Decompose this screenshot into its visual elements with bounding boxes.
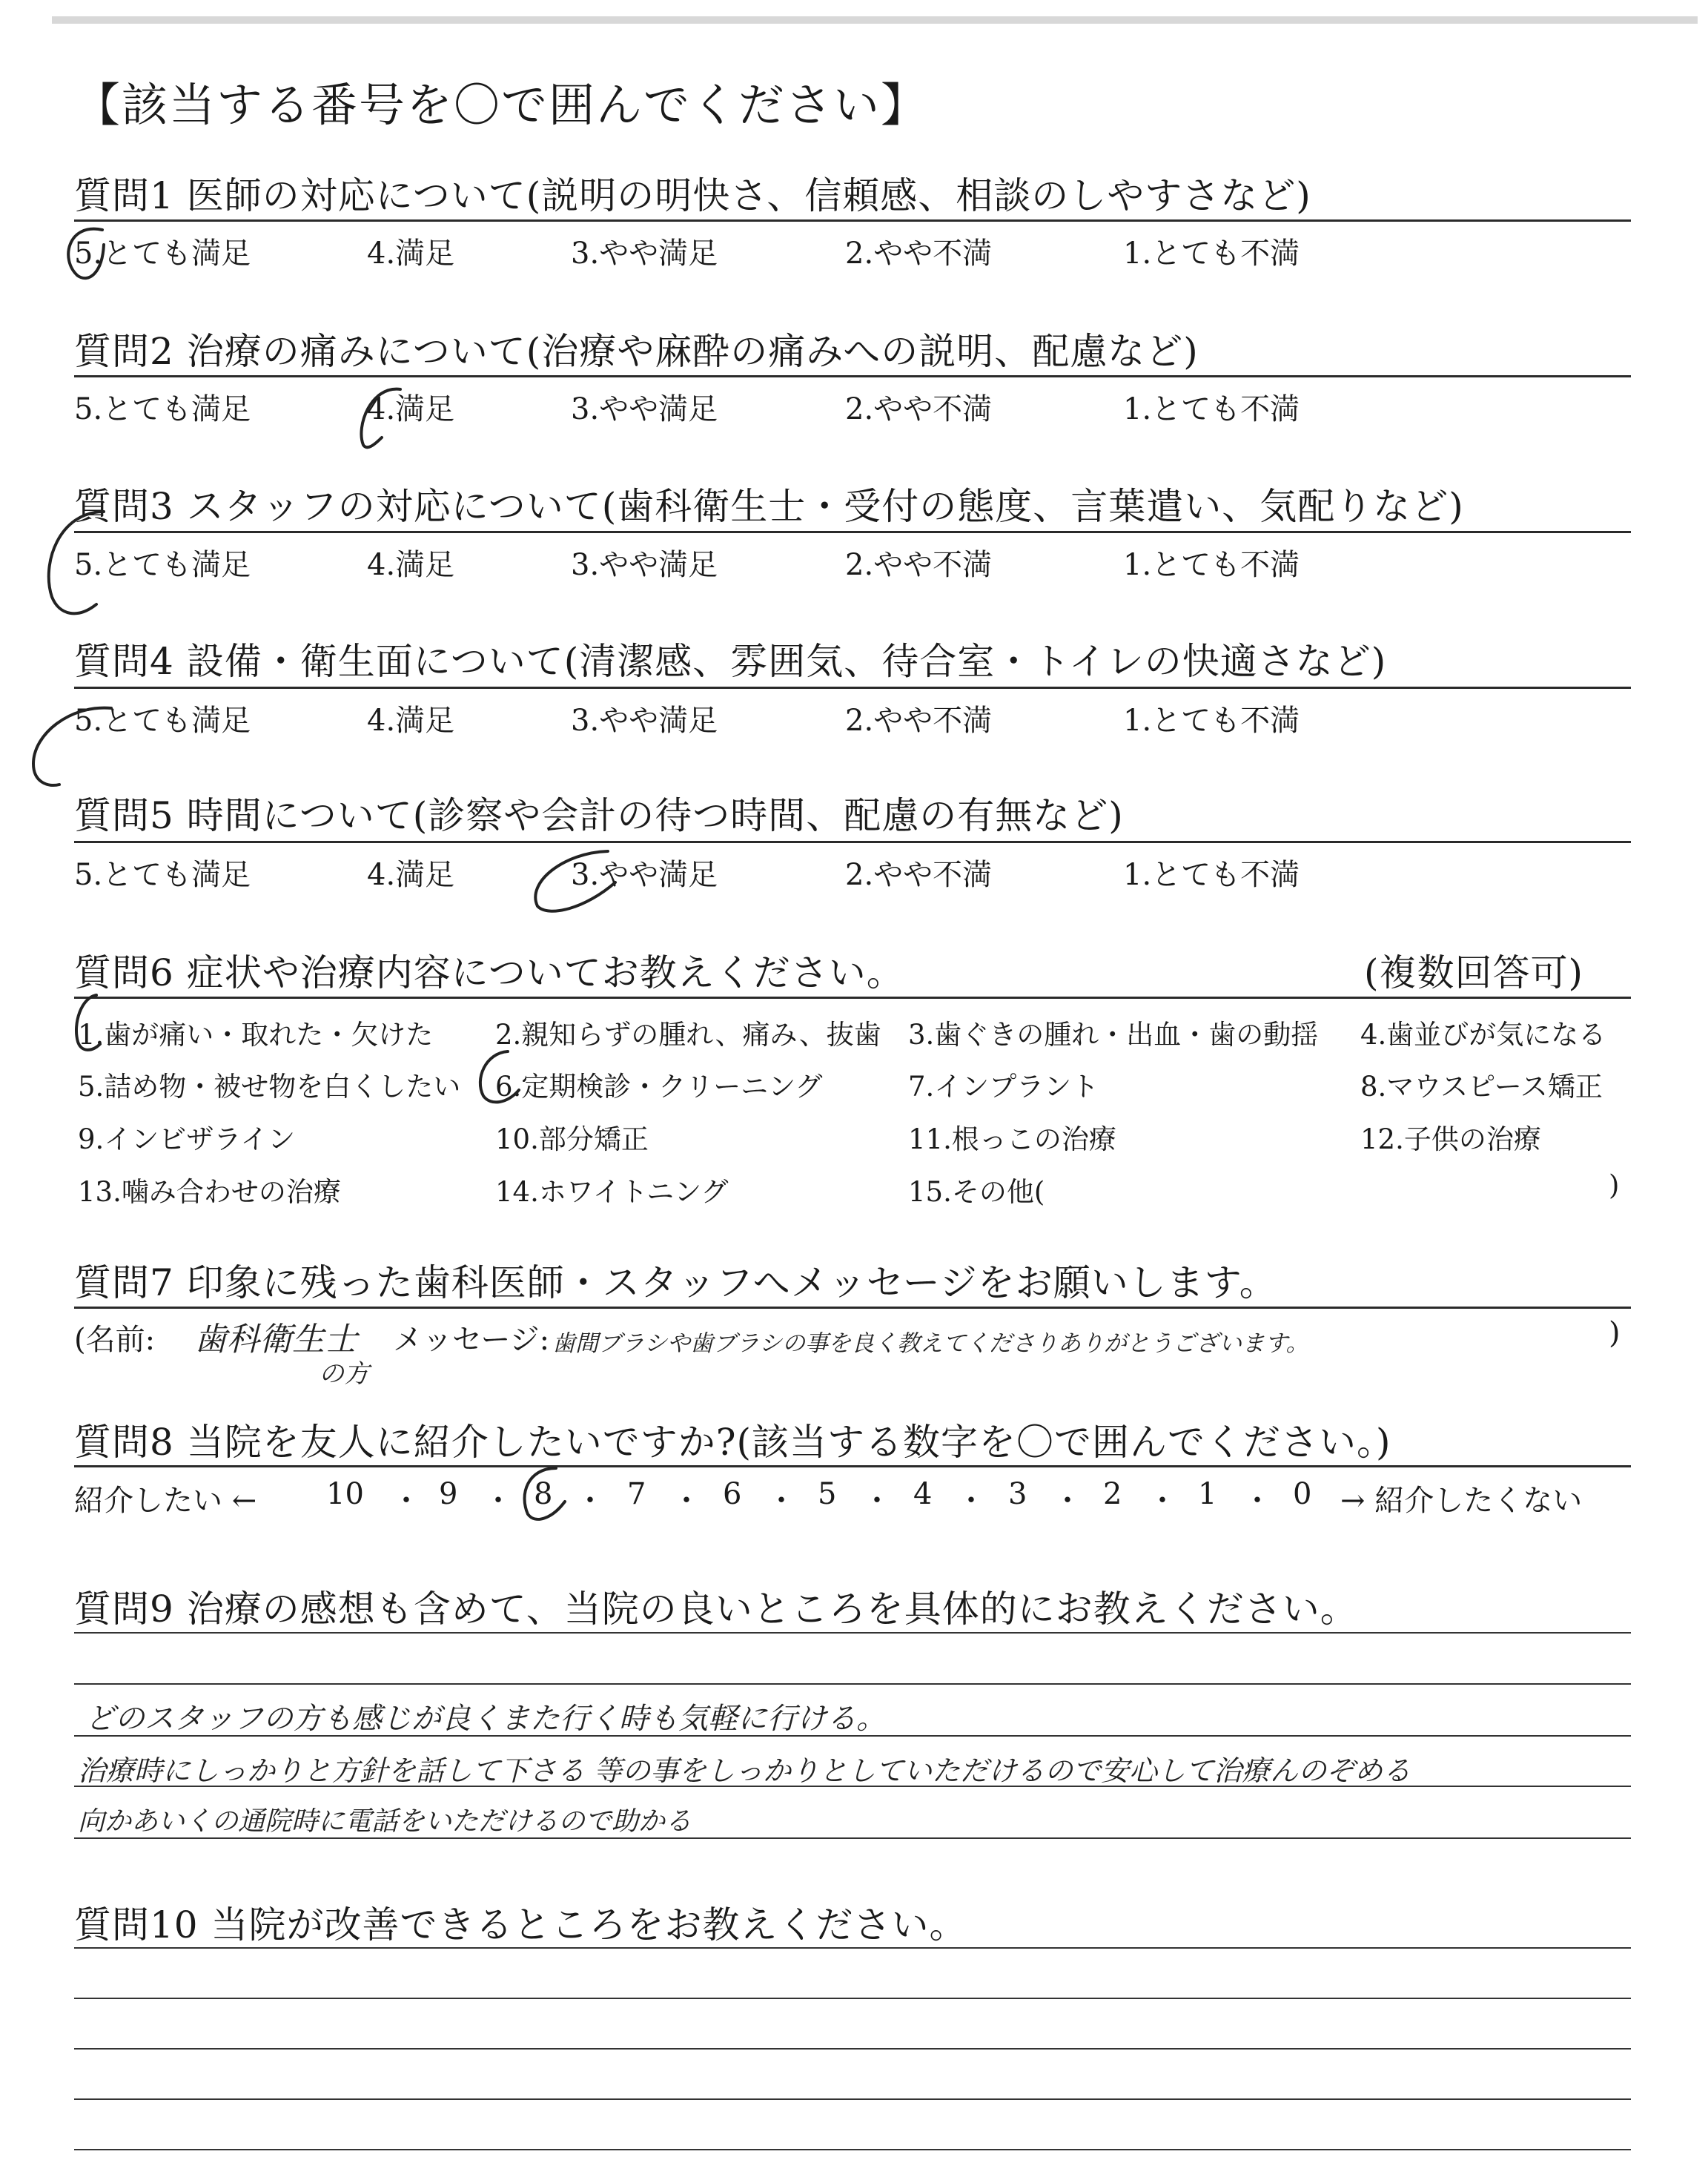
q6-item-9[interactable]: 9.インビザライン (78, 1123, 296, 1155)
q9-answer-line-1[interactable]: どのスタッフの方も感じが良くまた行く時も気軽に行ける。 (85, 1702, 886, 1736)
q10-label: 質問10 当院が改善できるところをお教えください。 (74, 1903, 967, 1946)
q3-circle-mark (49, 512, 104, 613)
q2-option-3[interactable]: 3.やや満足 (571, 392, 718, 426)
q7-label: 質問7 印象に残った歯科医師・スタッフへメッセージをお願いします。 (74, 1261, 1277, 1304)
q6-item-2[interactable]: 2.親知らずの腫れ、痛み、抜歯 (495, 1019, 881, 1051)
q6-item-7[interactable]: 7.インプラント (908, 1071, 1099, 1103)
q5-option-3[interactable]: 3.やや満足 (571, 858, 718, 892)
q9-answer-line-2[interactable]: 治療時にしっかりと方針を話して下さる 等の事をしっかりとしていただけるので安心して治療んのぞめる (78, 1754, 1411, 1787)
q3-option-1[interactable]: 1.とても不満 (1123, 548, 1300, 582)
q8-dot: ・ (862, 1484, 892, 1518)
q1-option-1[interactable]: 1.とても不満 (1123, 237, 1300, 271)
q3-option-2[interactable]: 2.やや不満 (845, 548, 993, 582)
q4-option-1[interactable]: 1.とても不満 (1123, 704, 1300, 738)
q7-name-suffix-handwritten: の方 (319, 1359, 369, 1389)
q5-circle-mark (535, 851, 615, 911)
q6-item-1[interactable]: 1.歯が痛い・取れた・欠けた (78, 1019, 434, 1051)
q6-circle-mark-6 (480, 1051, 519, 1102)
q2-option-1[interactable]: 1.とても不満 (1123, 392, 1300, 426)
q6-item-10[interactable]: 10.部分矯正 (495, 1123, 649, 1155)
q3-label: 質問3 スタッフの対応について(歯科衛生士・受付の態度、言葉遣い、気配りなど) (74, 485, 1464, 528)
q3-option-4[interactable]: 4.満足 (367, 548, 455, 582)
q2-circle-mark (361, 389, 400, 448)
q6-item-14[interactable]: 14.ホワイトニング (495, 1176, 729, 1208)
q1-option-3[interactable]: 3.やや満足 (571, 237, 718, 271)
page-title: 【該当する番号を〇で囲んでください】 (74, 78, 929, 132)
q6-item-6[interactable]: 6.定期検診・クリーニング (495, 1071, 823, 1103)
q6-item-15[interactable]: 15.その他( (908, 1176, 1045, 1208)
q6-item-11[interactable]: 11.根っこの治療 (908, 1123, 1116, 1155)
q1-option-5[interactable]: 5.とても満足 (74, 237, 251, 271)
q3-option-3[interactable]: 3.やや満足 (571, 548, 718, 582)
q8-label: 質問8 当院を友人に紹介したいですか?(該当する数字を〇で囲んでください。) (74, 1421, 1391, 1464)
q8-score-8[interactable]: 8 (534, 1477, 553, 1511)
q8-left-label: 紹介したい ← (74, 1484, 257, 1518)
q8-dot: ・ (767, 1484, 796, 1518)
q8-dot: ・ (956, 1484, 986, 1518)
q1-label: 質問1 医師の対応について(説明の明快さ、信頼感、相談のしやすさなど) (74, 174, 1311, 217)
q5-label: 質問5 時間について(診察や会計の待つ時間、配慮の有無など) (74, 794, 1124, 837)
q6-item-5[interactable]: 5.詰め物・被せ物を白くしたい (78, 1071, 461, 1103)
q8-score-1[interactable]: 1 (1198, 1477, 1217, 1511)
q7-name-prefix: (名前: (74, 1323, 156, 1357)
q8-right-label: → 紹介したくない (1340, 1484, 1583, 1518)
q6-item-13[interactable]: 13.噛み合わせの治療 (78, 1176, 341, 1208)
q4-option-3[interactable]: 3.やや満足 (571, 704, 718, 738)
q8-score-10[interactable]: 10 (326, 1477, 364, 1511)
q2-label: 質問2 治療の痛みについて(治療や麻酔の痛みへの説明、配慮など) (74, 330, 1199, 373)
q4-option-5[interactable]: 5.とても満足 (74, 704, 251, 738)
q8-score-2[interactable]: 2 (1103, 1477, 1122, 1511)
q6-item-12[interactable]: 12.子供の治療 (1360, 1123, 1541, 1155)
q8-score-7[interactable]: 7 (627, 1477, 646, 1511)
q8-score-3[interactable]: 3 (1008, 1477, 1027, 1511)
q2-option-2[interactable]: 2.やや不満 (845, 392, 993, 426)
q6-item-4[interactable]: 4.歯並びが気になる (1360, 1019, 1606, 1051)
q4-label: 質問4 設備・衛生面について(清潔感、雰囲気、待合室・トイレの快適さなど) (74, 640, 1387, 683)
q8-circle-mark (525, 1468, 565, 1519)
q8-score-0[interactable]: 0 (1293, 1477, 1312, 1511)
q3-option-5[interactable]: 5.とても満足 (74, 548, 251, 582)
q8-score-4[interactable]: 4 (913, 1477, 933, 1511)
q8-score-9[interactable]: 9 (439, 1477, 458, 1511)
q1-option-2[interactable]: 2.やや不満 (845, 237, 993, 271)
q1-circle-mark (68, 229, 104, 278)
q7-close-paren: ) (1609, 1316, 1621, 1350)
q1-option-4[interactable]: 4.満足 (367, 237, 455, 271)
q6-item-15-close: ) (1609, 1169, 1620, 1201)
q7-name-handwritten[interactable]: 歯科衛生士 (194, 1321, 357, 1358)
q4-option-4[interactable]: 4.満足 (367, 704, 455, 738)
q7-message-label: メッセージ: (393, 1323, 550, 1357)
q5-option-5[interactable]: 5.とても満足 (74, 858, 251, 892)
q8-dot: ・ (575, 1484, 605, 1518)
q2-option-5[interactable]: 5.とても満足 (74, 392, 251, 426)
q2-option-4[interactable]: 4.満足 (367, 392, 455, 426)
q8-dot: ・ (1053, 1484, 1082, 1518)
q8-dot: ・ (1242, 1484, 1272, 1518)
q9-label: 質問9 治療の感想も含めて、当院の良いところを具体的にお教えください。 (74, 1588, 1358, 1631)
q5-option-2[interactable]: 2.やや不満 (845, 858, 993, 892)
q8-score-5[interactable]: 5 (818, 1477, 837, 1511)
q4-option-2[interactable]: 2.やや不満 (845, 704, 993, 738)
q5-option-4[interactable]: 4.満足 (367, 858, 455, 892)
q8-dot: ・ (672, 1484, 701, 1518)
q8-dot: ・ (1148, 1484, 1177, 1518)
q6-item-3[interactable]: 3.歯ぐきの腫れ・出血・歯の動揺 (908, 1019, 1319, 1051)
q6-note: (複数回答可) (1364, 951, 1584, 994)
q6-circle-mark-1 (76, 995, 100, 1050)
q8-dot: ・ (483, 1484, 513, 1518)
q5-option-1[interactable]: 1.とても不満 (1123, 858, 1300, 892)
q4-circle-mark (33, 708, 111, 785)
q9-answer-line-3[interactable]: 向かあいくの通院時に電話をいただけるので助かる (78, 1806, 692, 1837)
q6-item-8[interactable]: 8.マウスピース矯正 (1360, 1071, 1603, 1103)
q6-label: 質問6 症状や治療内容についてお教えください。 (74, 951, 904, 994)
q8-dot: ・ (391, 1484, 421, 1518)
q7-message-handwritten[interactable]: 歯間ブラシや歯ブラシの事を良く教えてくださりありがとうございます。 (552, 1330, 1309, 1357)
q8-score-6[interactable]: 6 (723, 1477, 742, 1511)
